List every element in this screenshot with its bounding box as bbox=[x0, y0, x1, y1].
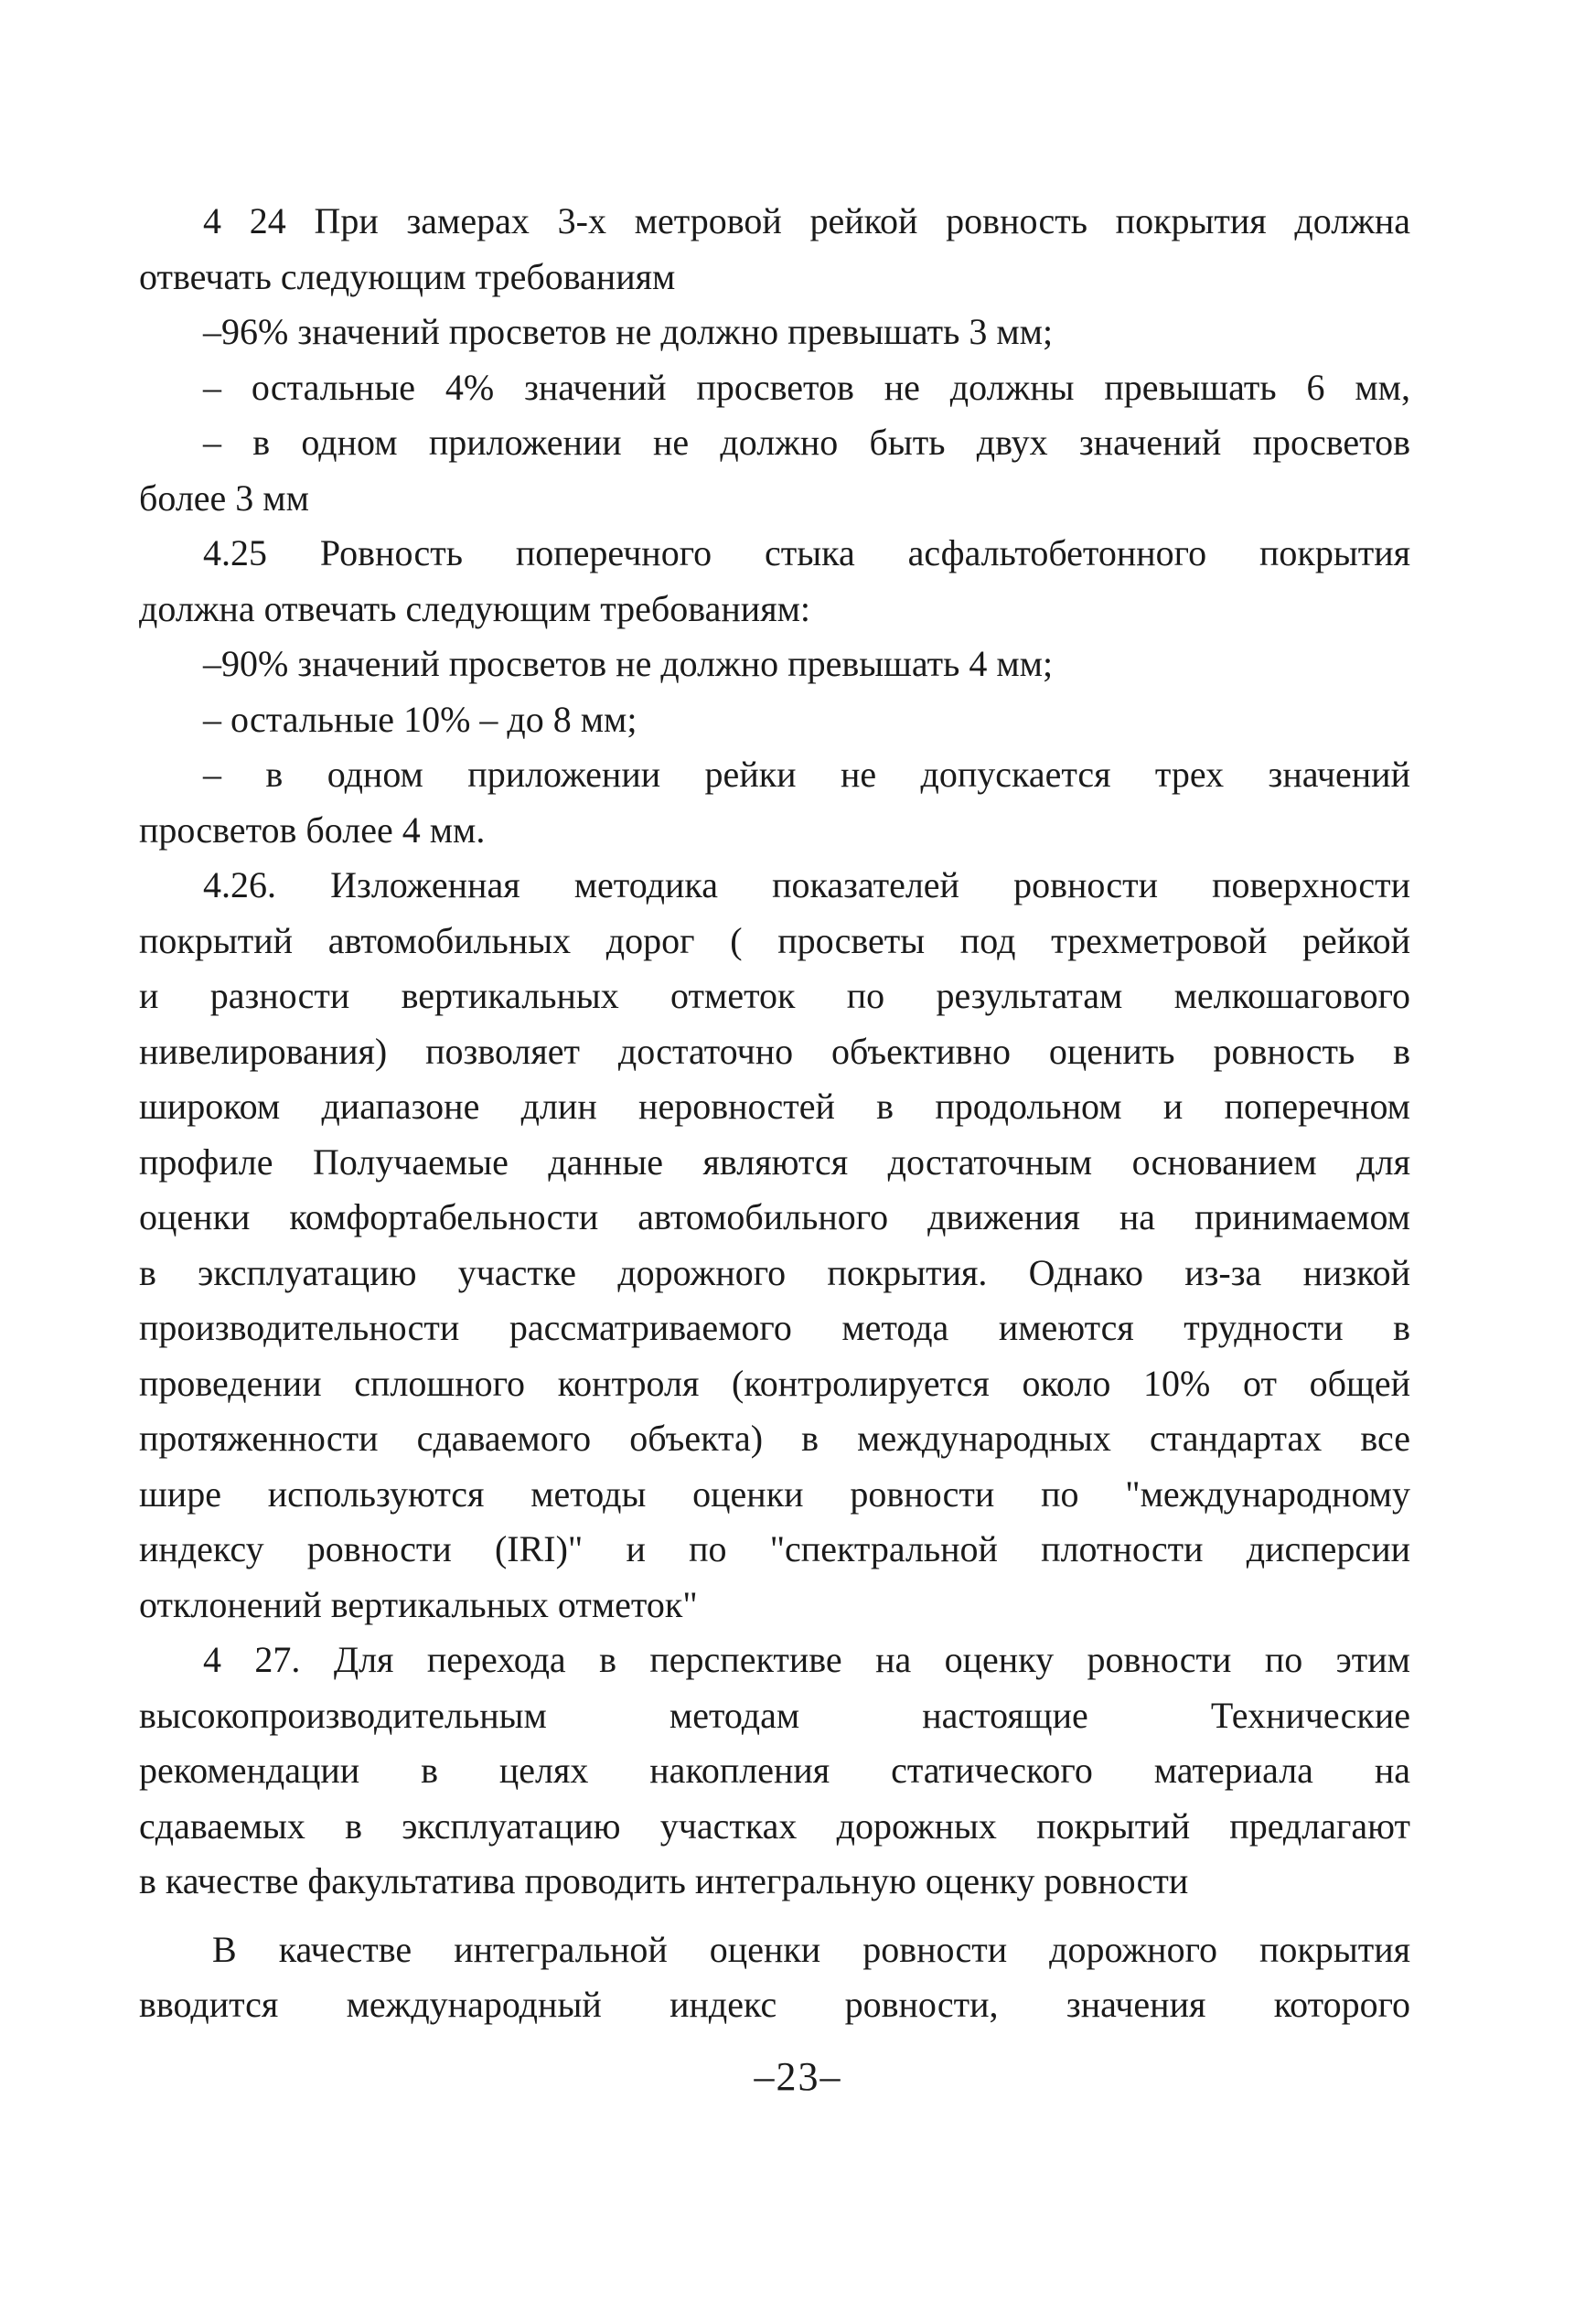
text-line: протяженности сдаваемого объекта) в международных стандартах все bbox=[139, 1418, 1410, 1459]
text-line: широком диапазоне длин неровностей в продольном и поперечном bbox=[139, 1086, 1410, 1127]
text-line: 4 24 При замерах 3-х метровой рейкой ровность покрытия должна bbox=[203, 200, 1410, 241]
text-line: проведении сплошного контроля (контролируется около 10% от общей bbox=[139, 1362, 1410, 1404]
text-line: отклонений вертикальных отметок" bbox=[139, 1583, 698, 1625]
text-line: 4.25 Ровность поперечного стыка асфальтобетонного покрытия bbox=[203, 532, 1410, 573]
text-line: 4.26. Изложенная методика показателей ровности поверхности bbox=[203, 864, 1410, 905]
text-line: В качестве интегральной оценки ровности дорожного покрытия bbox=[212, 1928, 1410, 1970]
text-line: и разности вертикальных отметок по результатам мелкошагового bbox=[139, 975, 1410, 1016]
text-line: сдаваемых в эксплуатацию участках дорожных покрытий предлагают bbox=[139, 1804, 1410, 1847]
text-line: –90% значений просветов не должно превышать 4 мм; bbox=[203, 643, 1054, 684]
text-line: должна отвечать следующим требованиям: bbox=[139, 587, 811, 629]
text-line: покрытий автомобильных дорог ( просветы под трехметровой рейкой bbox=[139, 919, 1410, 961]
text-line: высокопроизводительным методам настоящие Технические bbox=[139, 1694, 1410, 1736]
text-line: в качестве факультатива проводить интегральную оценку ровности bbox=[139, 1860, 1189, 1901]
text-line: в эксплуатацию участке дорожного покрытия. Однако из-за низкой bbox=[139, 1251, 1410, 1293]
text-line: просветов более 4 мм. bbox=[139, 808, 486, 851]
text-line: профиле Получаемые данные являются достаточным основанием для bbox=[139, 1140, 1410, 1183]
text-line: оценки комфортабельности автомобильного движения на принимаемом bbox=[139, 1196, 1410, 1237]
paragraph-gap bbox=[139, 1910, 1410, 1922]
text-line: – в одном приложении не должно быть двух значений просветов bbox=[203, 422, 1410, 463]
page-number: –23– bbox=[754, 2054, 842, 2099]
text-line: – в одном приложении рейки не допускается трех значений bbox=[203, 754, 1410, 795]
text-line: производительности рассматриваемого метода имеются трудности в bbox=[139, 1307, 1410, 1348]
text-line: –96% значений просветов не должно превышать 3 мм; bbox=[203, 311, 1054, 352]
text-line: более 3 мм bbox=[139, 477, 309, 519]
text-line: рекомендации в целях накопления статического материала на bbox=[139, 1750, 1410, 1791]
text-line: отвечать следующим требованиям bbox=[139, 255, 676, 297]
text-line: индексу ровности (IRI)" и по "спектральной плотности дисперсии bbox=[139, 1528, 1410, 1569]
text-line: – остальные 10% – до 8 мм; bbox=[203, 698, 637, 740]
text-line: нивелирования) позволяет достаточно объективно оценить ровность в bbox=[139, 1030, 1410, 1072]
text-line: шире используются методы оценки ровности по "международному bbox=[139, 1472, 1410, 1515]
text-line: 4 27. Для перехода в перспективе на оценку ровности по этим bbox=[203, 1639, 1410, 1680]
text-line: – остальные 4% значений просветов не должны превышать 6 мм, bbox=[203, 366, 1410, 408]
text-line: вводится международный индекс ровности, значения которого bbox=[139, 1984, 1410, 2025]
body-text bbox=[139, 194, 1410, 2033]
